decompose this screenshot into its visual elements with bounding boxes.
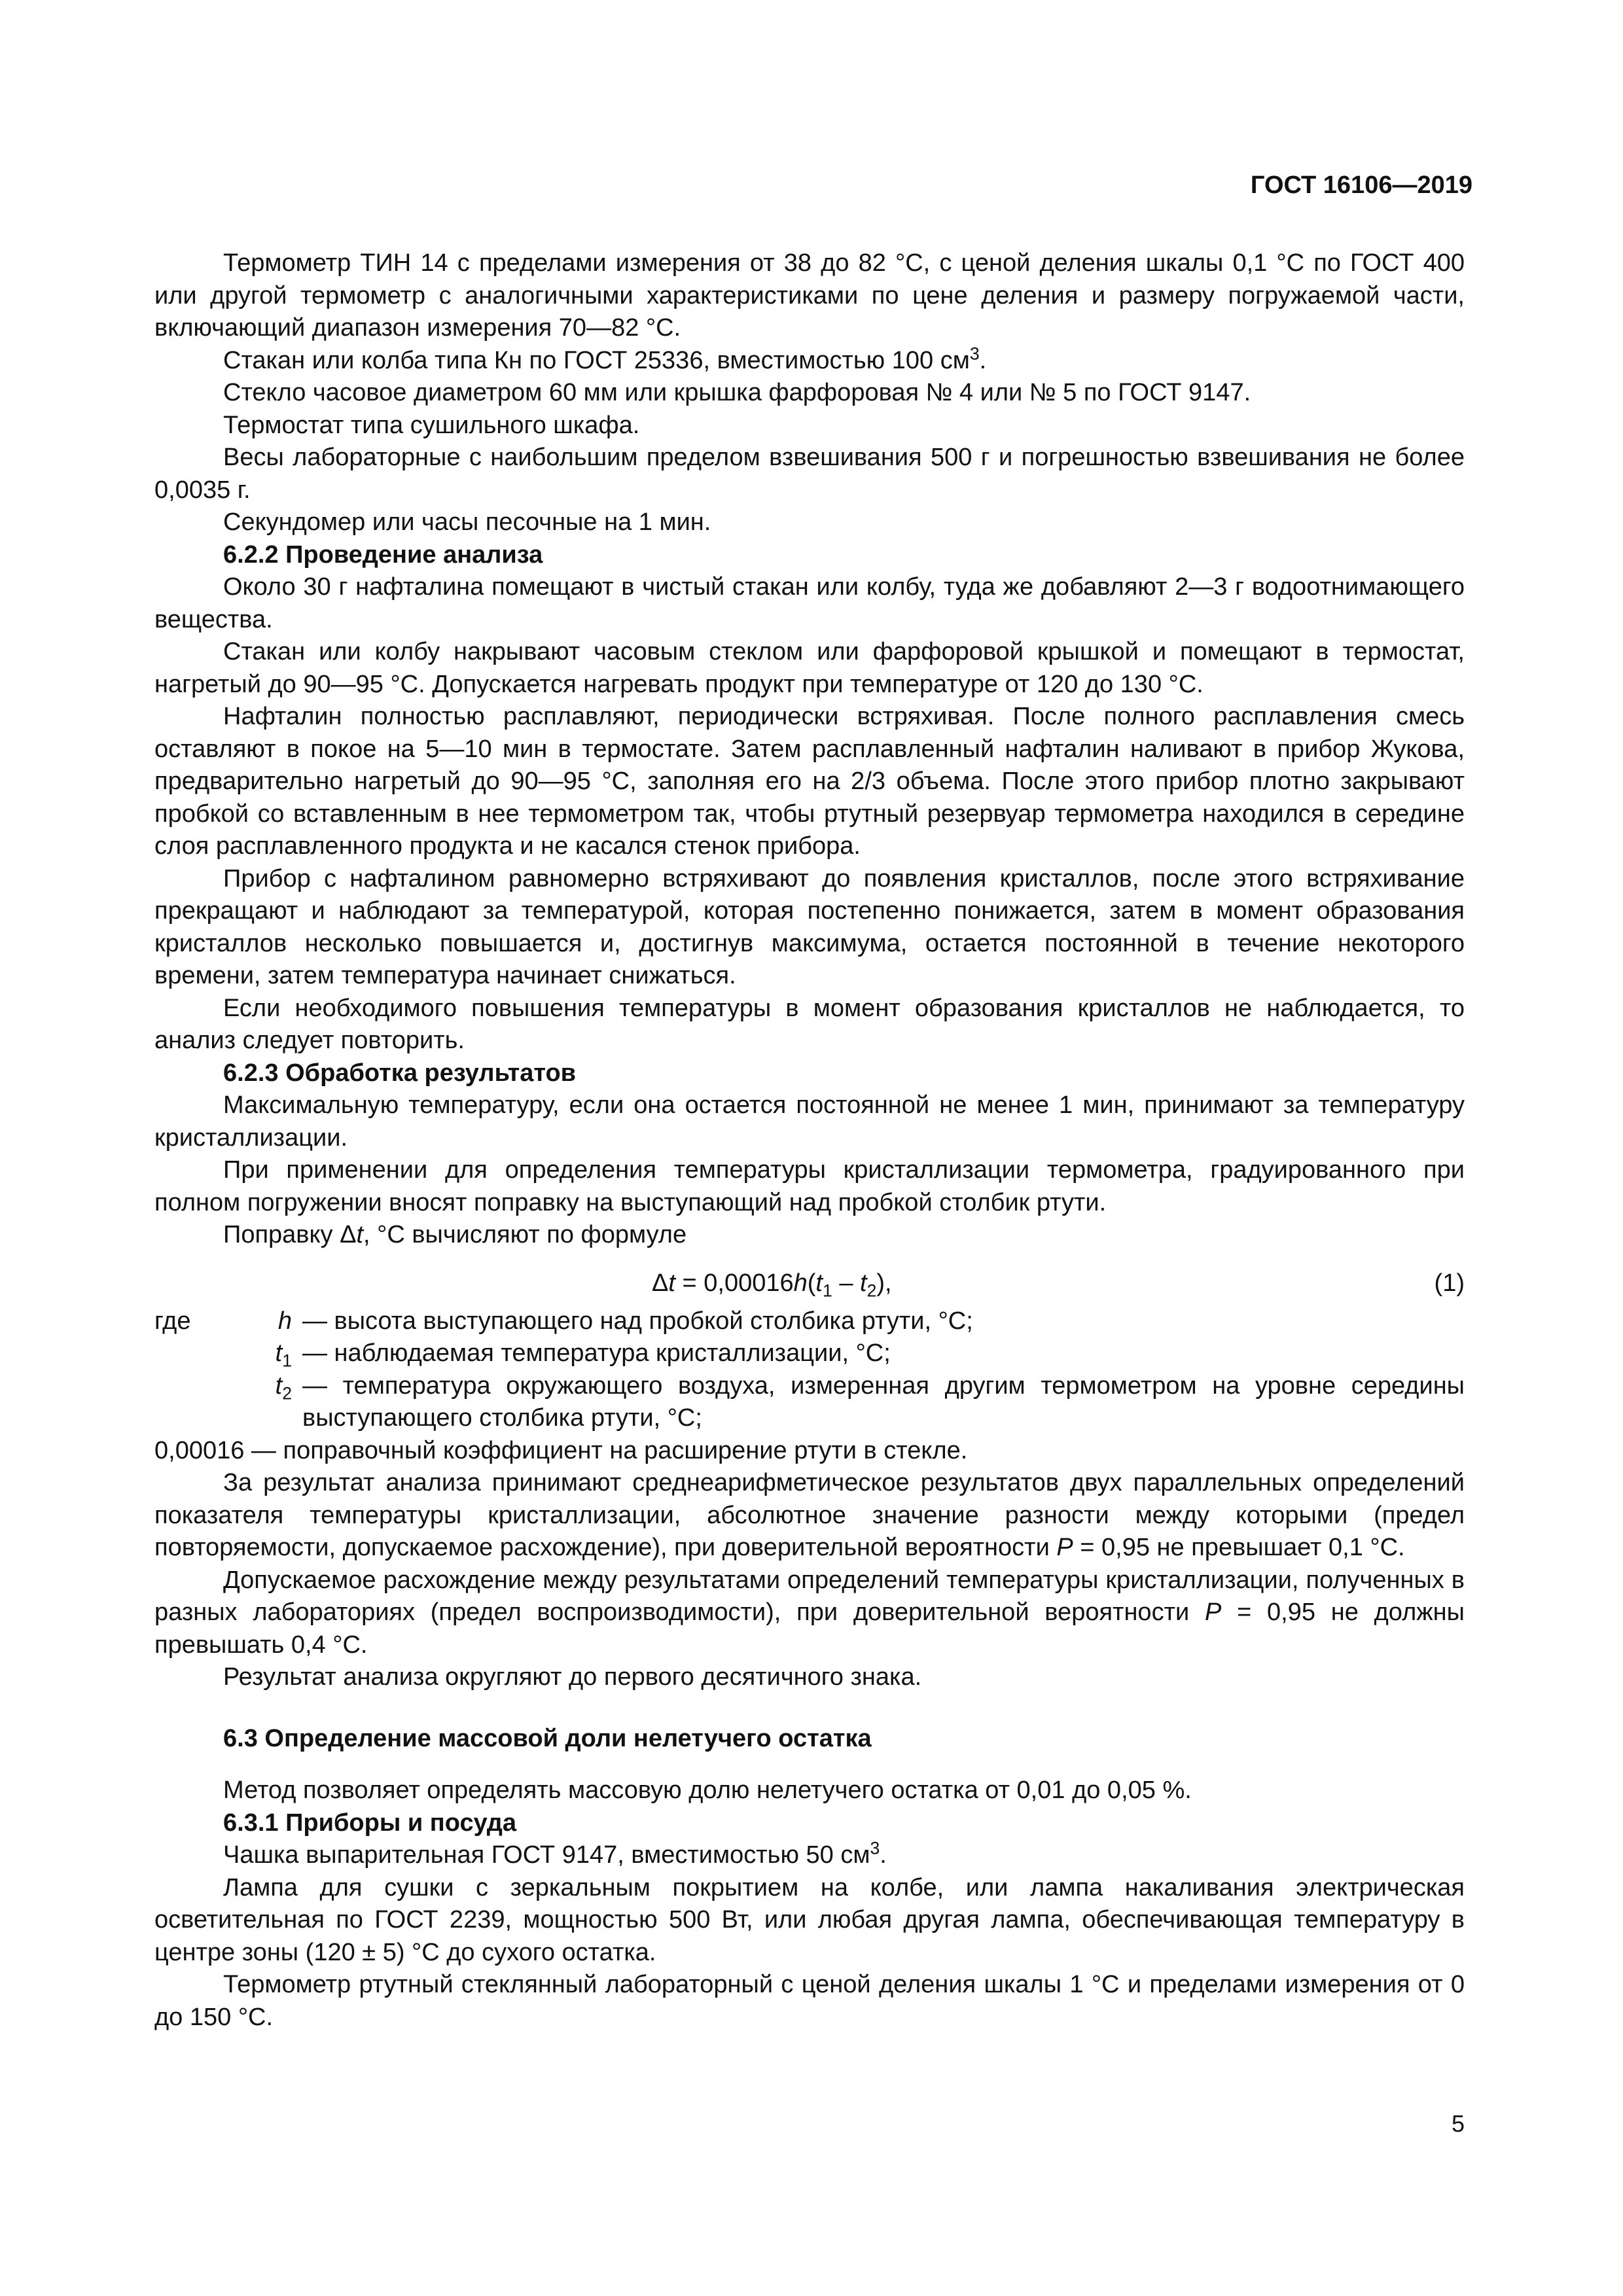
paragraph-correction: При применении для определения температуры кристаллизации термометра, градуированного при полном погружении вносят поправку на выступающий над пробкой столбик ртути.	[154, 1156, 1465, 1216]
legend-symbol-t2: $t_2$	[275, 1371, 292, 1404]
legend-text-t1: — наблюдаемая температура кристаллизации, °С;	[302, 1339, 891, 1367]
legend-label-where: где	[154, 1307, 191, 1335]
paragraph-method-range: Метод позволяет определять массовую долю нелетучего остатка от 0,01 до 0,05 %.	[223, 1776, 1192, 1804]
legend-symbol-coefficient: 0,00016	[154, 1436, 245, 1464]
legend-row-h	[154, 1305, 1465, 1338]
paragraph-reproducibility: Допускаемое расхождение между результатами определений температуры кристаллизации, полученных в разных лабораториях (предел воспроизводимости), при доверительной вероятности P = 0,95 не должны превышать 0,4 °С.	[154, 1566, 1465, 1659]
paragraph-thermostat: Термостат типа сушильного шкафа.	[223, 411, 640, 439]
legend-row-t1	[154, 1337, 1465, 1370]
formula-number: (1)	[1434, 1269, 1465, 1297]
legend-row-t2	[154, 1370, 1465, 1435]
paragraph-beaker: Стакан или колба типа Кн по ГОСТ 25336, вместимостью 100 $см^3$.	[223, 343, 987, 374]
paragraph-repeat-analysis: Если необходимого повышения температуры в момент образования кристаллов не наблюдается, то анализ следует повторить.	[154, 994, 1465, 1054]
heading-6-3-1: 6.3.1 Приборы и посуда	[223, 1809, 517, 1837]
formula-1	[154, 1267, 1465, 1300]
formula-legend	[154, 1305, 1465, 1468]
paragraph-scales: Весы лабораторные с наибольшим пределом взвешивания 500 г и погрешностью взвешивания не более 0,0035 г.	[154, 444, 1465, 504]
paragraph-stopwatch: Секундомер или часы песочные на 1 мин.	[223, 508, 711, 536]
page-number: 5	[1452, 2110, 1465, 2137]
paragraph-formula-intro: Поправку Δt, °С вычисляют по формуле	[223, 1221, 687, 1248]
paragraph-max-temperature: Максимальную температуру, если она остается постоянной не менее 1 мин, принимают за температуру кристаллизации.	[154, 1091, 1465, 1152]
heading-6-3: 6.3 Определение массовой доли нелетучего остатка	[223, 1724, 872, 1752]
paragraph-mercury-thermometer: Термометр ртутный стеклянный лабораторный с ценой деления шкалы 1 °С и пределами измерения от 0 до 150 °С.	[154, 1971, 1465, 2031]
formula-expression: $\Delta t = 0,00016h(t_1 - t_2)$,	[652, 1269, 892, 1301]
paragraph-watch-glass: Стекло часовое диаметром 60 мм или крышка фарфоровая № 4 или № 5 по ГОСТ 9147.	[223, 379, 1251, 406]
paragraph-result-mean: За результат анализа принимают среднеарифметическое результатов двух параллельных определений показателя температуры кристаллизации, абсолютное значение разности между которыми (предел повторяемости, допускаемое расхождение), при доверительной вероятности P = 0,95 не превышает 0,1 °С.	[154, 1469, 1465, 1561]
paragraph-naphthalene-placement: Около 30 г нафталина помещают в чистый стакан или колбу, туда же добавляют 2—3 г водоотнимающего вещества.	[154, 573, 1465, 633]
legend-symbol-h: h	[277, 1307, 292, 1335]
paragraph-cover-beaker: Стакан или колбу накрывают часовым стеклом или фарфоровой крышкой и помещают в термостат, нагретый до 90—95 °С. Допускается нагревать продукт при температуре от 120 до 130 °С.	[154, 638, 1465, 698]
paragraph-melting: Нафталин полностью расплавляют, периодически встряхивая. После полного расплавления смесь оставляют в покое на 5—10 мин в термостате. Затем расплавленный нафталин наливают в прибор Жукова, предварительно нагретый до 90—95 °С, заполняя его на 2/3 объема. После этого прибор плотно закрывают пробкой со вставленным в нее термометром так, чтобы ртутный резервуар термометра находился в середине слоя расплавленного продукта и не касался стенок прибора.	[154, 703, 1465, 860]
document-code: ГОСТ 16106—2019	[1250, 171, 1472, 199]
legend-row-coefficient	[154, 1435, 1465, 1468]
paragraph-thermometer-tin14: Термометр ТИН 14 с пределами измерения от 38 до 82 °С, с ценой деления шкалы 0,1 °С по ГОСТ 400 или другой термометр с аналогичными характеристиками по цене деления и размеру погружаемой части, включающий диапазон измерения 70—82 °С.	[154, 249, 1465, 342]
legend-text-coefficient: — поправочный коэффициент на расширение ртути в стекле.	[244, 1436, 968, 1464]
legend-text-t2: — температура окружающего воздуха, измеренная другим термометром на уровне середины выступающего столбика ртути, °С;	[302, 1371, 1465, 1432]
paragraph-drying-lamp: Лампа для сушки с зеркальным покрытием на колбе, или лампа накаливания электрическая осветительная по ГОСТ 2239, мощностью 500 Вт, или любая другая лампа, обеспечивающая температуру в центре зоны (120 ± 5) °С до сухого остатка.	[154, 1873, 1465, 1966]
legend-text-h: — высота выступающего над пробкой столбика ртути, °С;	[302, 1307, 973, 1335]
heading-6-2-3: 6.2.3 Обработка результатов	[223, 1059, 577, 1087]
paragraph-rounding: Результат анализа округляют до первого десятичного знака.	[223, 1663, 922, 1691]
legend-symbol-t1: $t_1$	[275, 1339, 292, 1371]
page-body	[154, 247, 1465, 2034]
heading-6-2-2: 6.2.2 Проведение анализа	[223, 540, 543, 569]
paragraph-evaporating-dish: Чашка выпарительная ГОСТ 9147, вместимостью 50 $см^3$.	[223, 1838, 887, 1869]
paragraph-shaking: Прибор с нафталином равномерно встряхивают до появления кристаллов, после этого встряхивание прекращают и наблюдают за температурой, которая постепенно понижается, затем в момент образования кристаллов несколько повышается и, достигнув максимума, остается постоянной в течение некоторого времени, затем температура начинает снижаться.	[154, 864, 1465, 989]
